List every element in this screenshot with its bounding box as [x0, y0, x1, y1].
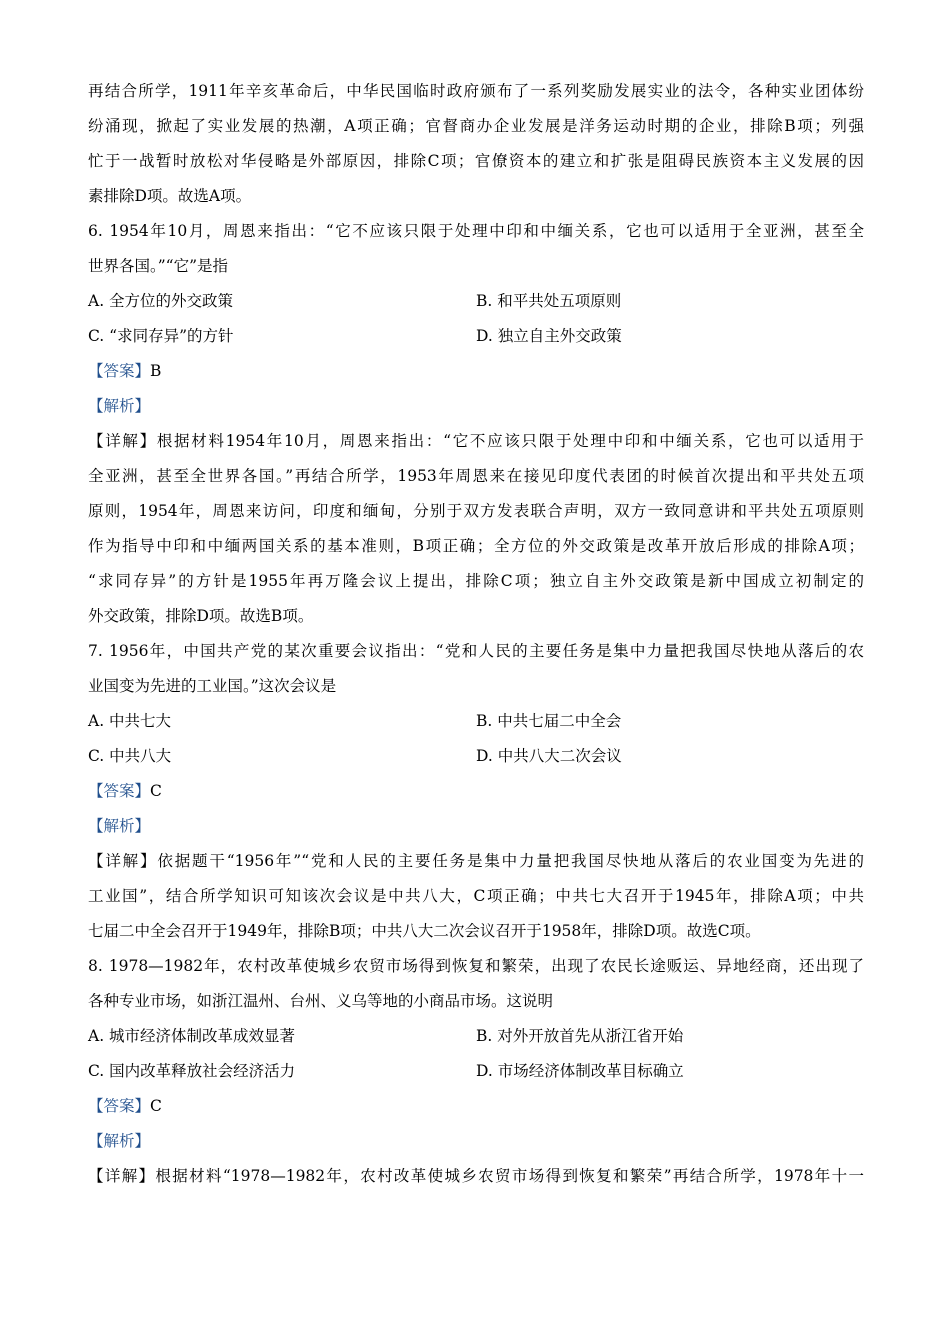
detail-line: [88, 424, 864, 459]
answer-tag: 【答案】: [88, 362, 151, 380]
detail-line: “求同存异”的方针是1955年再万隆会议上提出，排除C项；独立自主外交政策是新中国成立初制定的: [88, 572, 864, 590]
options-row: [88, 1054, 864, 1089]
answer-tag: 【答案】: [88, 1097, 151, 1115]
detail-tag: 【详解】: [88, 852, 158, 870]
option-d: D. 独立自主外交政策: [476, 327, 622, 345]
analysis-line: [88, 809, 864, 844]
detail-line: 外交政策，排除D项。故选B项。: [88, 607, 314, 625]
detail-line: 七届二中全会召开于1949年，排除B项；中共八大二次会议召开于1958年，排除D项。故选C项。: [88, 922, 761, 940]
option-d: D. 中共八大二次会议: [476, 747, 622, 765]
options-row: [88, 739, 864, 774]
options-row: [88, 1019, 864, 1054]
intro-paragraph: [88, 74, 864, 214]
intro-line: 再结合所学，1911年辛亥革命后，中华民国临时政府颁布了一系列奖励发展实业的法令，各种实业团体纷: [88, 82, 864, 100]
answer-line: [88, 774, 864, 809]
option-b: B. 对外开放首先从浙江省开始: [476, 1027, 684, 1045]
detail-tag: 【详解】: [88, 432, 157, 450]
intro-line: 纷涌现，掀起了实业发展的热潮，A项正确；官督商办企业发展是洋务运动时期的企业，排除B项；列强: [88, 117, 864, 135]
option-a: A. 城市经济体制改革成效显著: [88, 1027, 296, 1045]
answer-tag: 【答案】: [88, 782, 151, 800]
question-stem: 各种专业市场，如浙江温州、台州、义乌等地的小商品市场。这说明: [88, 992, 554, 1010]
option-c: C. “求同存异”的方针: [88, 327, 234, 345]
question-7: [88, 634, 864, 949]
detail-tag: 【详解】: [88, 1167, 156, 1185]
option-c: C. 中共八大: [88, 747, 172, 765]
detail-line: [88, 844, 864, 879]
detail-line: 全亚洲，甚至全世界各国。”再结合所学，1953年周恩来在接见印度代表团的时候首次提出和平共处五项: [88, 467, 864, 485]
options-row: [88, 704, 864, 739]
analysis-tag: 【解析】: [88, 397, 151, 415]
question-8: [88, 949, 864, 1194]
options-row: [88, 319, 864, 354]
detail-text: 根据材料1954年10月，周恩来指出：“它不应该只限于处理中印和中缅关系，它也可以适用于: [156, 432, 864, 450]
detail-line: [88, 1159, 864, 1194]
detail-text: 依据题干“1956年”“党和人民的主要任务是集中力量把我国尽快地从落后的农业国变为先进的: [157, 852, 864, 870]
question-stem: 6. 1954年10月，周恩来指出：“它不应该只限于处理中印和中缅关系，它也可以适用于全亚洲，甚至全: [88, 222, 864, 240]
intro-line: 素排除D项。故选A项。: [88, 187, 252, 205]
question-stem: 8. 1978—1982年，农村改革使城乡农贸市场得到恢复和繁荣，出现了农民长途贩运、异地经商，还出现了: [88, 957, 864, 975]
option-a: A. 全方位的外交政策: [88, 292, 234, 310]
answer-value: B: [150, 362, 162, 380]
analysis-line: [88, 1124, 864, 1159]
answer-line: [88, 1089, 864, 1124]
option-b: B. 和平共处五项原则: [476, 292, 622, 310]
question-stem: 7. 1956年，中国共产党的某次重要会议指出：“党和人民的主要任务是集中力量把我国尽快地从落后的农: [88, 642, 864, 660]
answer-value: C: [150, 782, 162, 800]
intro-line: 忙于一战暂时放松对华侵略是外部原因，排除C项；官僚资本的建立和扩张是阻碍民族资本主义发展的因: [88, 152, 864, 170]
detail-line: 原则，1954年，周恩来访问，印度和缅甸，分别于双方发表联合声明，双方一致同意讲和平共处五项原则: [88, 502, 864, 520]
answer-line: [88, 354, 864, 389]
detail-line: 工业国”，结合所学知识可知该次会议是中共八大，C项正确；中共七大召开于1945年，排除A项；中共: [88, 887, 864, 905]
option-b: B. 中共七届二中全会: [476, 712, 622, 730]
answer-value: C: [150, 1097, 162, 1115]
options-row: [88, 284, 864, 319]
document-page: [88, 74, 864, 1194]
analysis-line: [88, 389, 864, 424]
detail-text: 根据材料“1978—1982年，农村改革使城乡农贸市场得到恢复和繁荣”再结合所学，1978年十一: [155, 1167, 864, 1185]
option-a: A. 中共七大: [88, 712, 172, 730]
analysis-tag: 【解析】: [88, 817, 151, 835]
question-6: [88, 214, 864, 634]
analysis-tag: 【解析】: [88, 1132, 151, 1150]
question-stem: 业国变为先进的工业国。”这次会议是: [88, 677, 337, 695]
question-stem: 世界各国。”“它”是指: [88, 257, 229, 275]
detail-line: 作为指导中印和中缅两国关系的基本准则，B项正确；全方位的外交政策是改革开放后形成的排除A项；: [88, 537, 864, 555]
option-d: D. 市场经济体制改革目标确立: [476, 1062, 684, 1080]
option-c: C. 国内改革释放社会经济活力: [88, 1062, 296, 1080]
